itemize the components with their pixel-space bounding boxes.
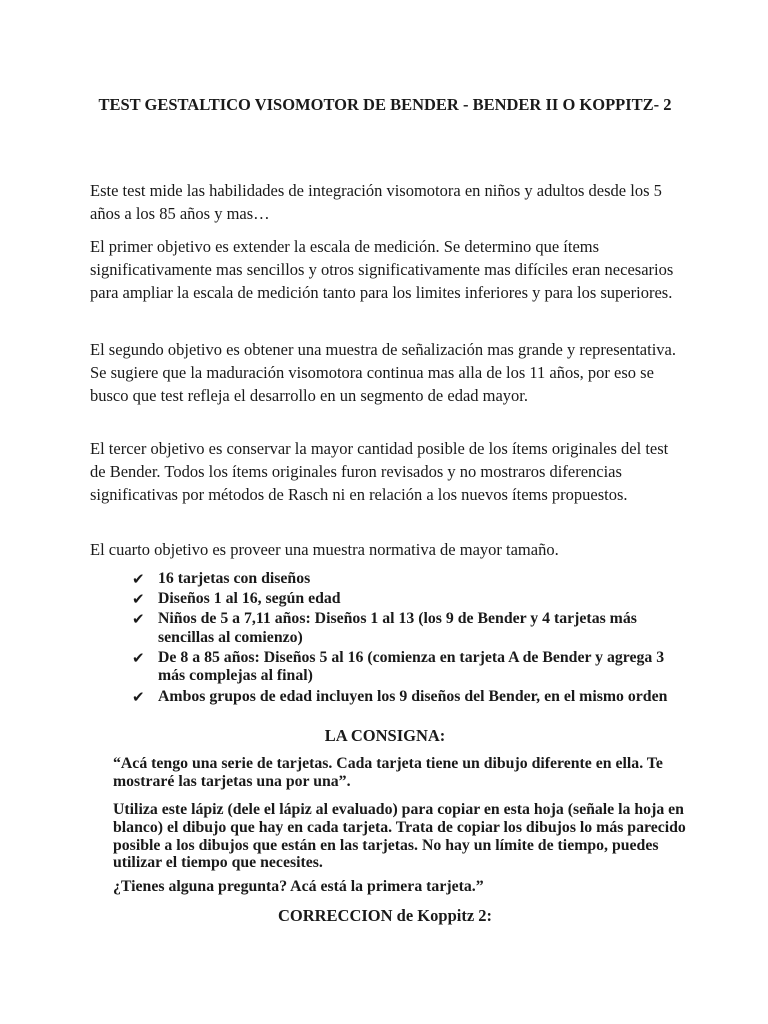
checklist-item [132,649,692,686]
checklist-item-text: Diseños 1 al 16, según edad [158,590,341,608]
checklist-item [132,688,692,707]
checklist-item [132,570,692,589]
checkmark-icon: ✔ [132,590,145,609]
checkmark-icon: ✔ [132,687,145,706]
checklist-item-text: Niños de 5 a 7,11 años: Diseños 1 al 13 (los 9 de Bender y 4 tarjetas más sencillas al comienzo) [158,610,637,646]
consigna-heading: LA CONSIGNA: [324,726,446,745]
checkmark-icon: ✔ [132,648,145,667]
paragraph-intro: Este test mide las habilidades de integración visomotora en niños y adultos desde los 5 años a los 85 años y mas… [90,181,662,224]
paragraph-first-objective: El primer objetivo es extender la escala de medición. Se determino que ítems significativamente mas sencillos y otros significativamente mas difíciles eran necesarios para ampliar la escala de medición tanto para los limites inferiores y para los superiores. [90,237,674,303]
correccion-heading: CORRECCION de Koppitz 2: [277,906,493,925]
checklist-item [132,590,692,609]
checkmark-icon: ✔ [132,610,145,629]
consigna-question: ¿Tienes alguna pregunta? Acá está la primera tarjeta.” [113,878,484,895]
consigna-instructions: Utiliza este lápiz (dele el lápiz al evaluado) para copiar en esta hoja (señale la hoja en blanco) el dibujo que hay en cada tarjeta. Trata de copiar los dibujos lo más parecido posible a los dibujos que están en las tarjetas. No hay un límite de tiempo, puedes utilizar el tiempo que necesites. [113,801,686,872]
checklist-item [132,610,692,647]
paragraph-second-objective: El segundo objetivo es obtener una muestra de señalización mas grande y representativa. Se sugiere que la maduración visomotora continua mas alla de los 11 años, por eso se busco que test refleja el desarrollo en un segmento de edad mayor. [90,340,676,406]
checkmark-icon: ✔ [132,570,145,588]
document-title: TEST GESTALTICO VISOMOTOR DE BENDER - BENDER II O KOPPITZ- 2 [98,95,672,114]
checklist-item-text: Ambos grupos de edad incluyen los 9 diseños del Bender, en el mismo orden [158,687,668,705]
checklist-item-text: De 8 a 85 años: Diseños 5 al 16 (comienza en tarjeta A de Bender y agrega 3 más complejas al final) [158,648,665,685]
paragraph-fourth-objective: El cuarto objetivo es proveer una muestra normativa de mayor tamaño. [90,540,559,559]
checklist-item-text: 16 tarjetas con diseños [158,570,311,587]
paragraph-third-objective: El tercer objetivo es conservar la mayor cantidad posible de los ítems originales del test de Bender. Todos los ítems originales furon revisados y no mostraros diferencias significativas por métodos de Rasch ni en relación a los nuevos ítems propuestos. [90,439,669,505]
consigna-quote: “Acá tengo una serie de tarjetas. Cada tarjeta tiene un dibujo diferente en ella. Te mostraré las tarjetas una por una”. [113,755,663,790]
checklist [132,570,692,708]
